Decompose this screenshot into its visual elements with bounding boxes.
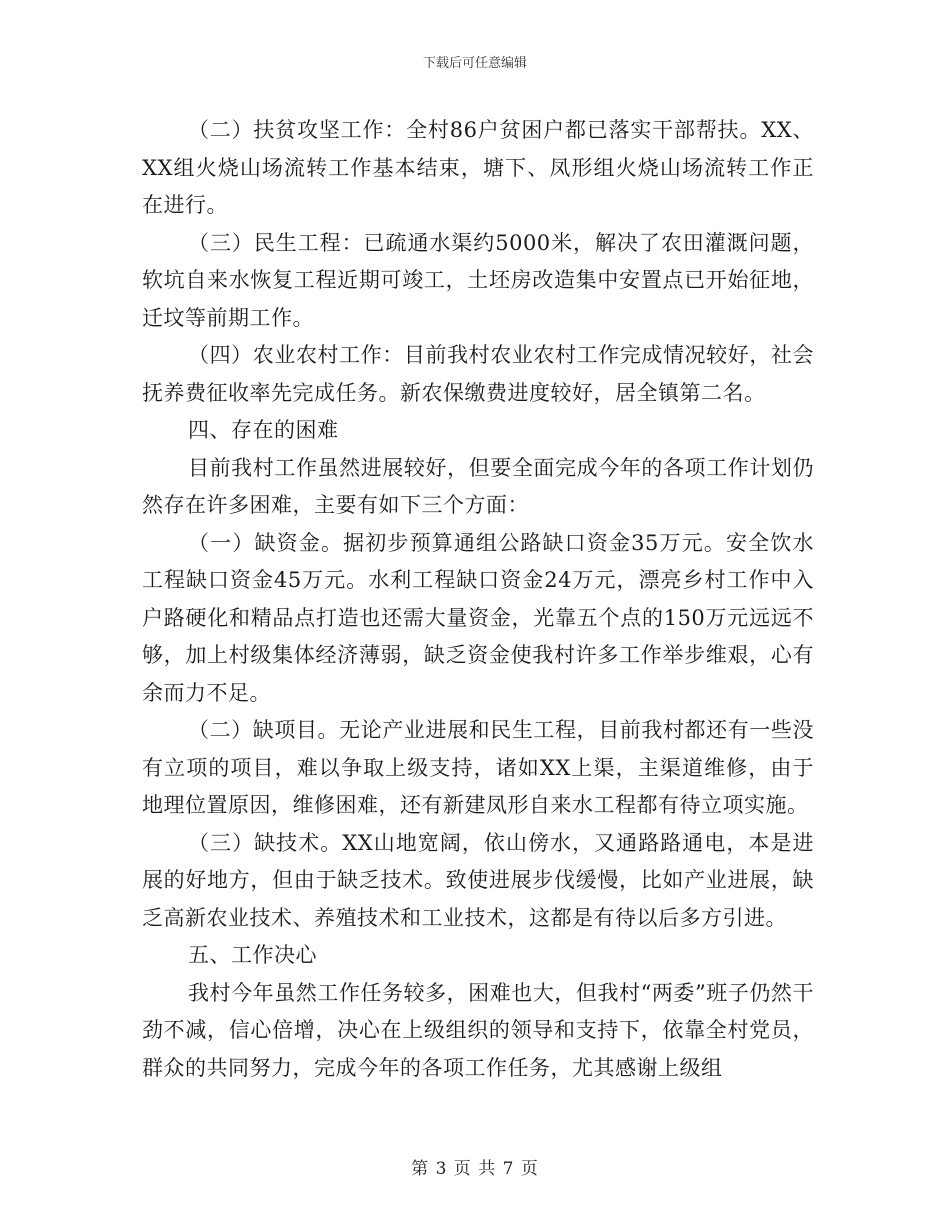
section-heading-difficulties: 四、存在的困难 <box>188 418 339 442</box>
document-body <box>142 112 814 1087</box>
paragraph-determination: 我村今年虽然工作任务较多，困难也大，但我村“两委”班子仍然干劲不减，信心倍增，决心在上级组织的领导和支持下，依靠全村党员，群众的共同努力，完成今年的各项工作任务，尤其感谢上级组 <box>142 980 814 1080</box>
paragraph-lack-of-technology: （三）缺技术。XX山地宽阔，依山傍水，又通路路通电，本是进展的好地方，但由于缺乏技术。致使进展步伐缓慢，比如产业进展，缺乏高新农业技术、养殖技术和工业技术，这都是有待以后多方引进。 <box>142 830 814 930</box>
paragraph-difficulties-intro: 目前我村工作虽然进展较好，但要全面完成今年的各项工作计划仍然存在许多困难，主要有如下三个方面： <box>142 455 814 517</box>
paragraph-lack-of-projects: （二）缺项目。无论产业进展和民生工程，目前我村都还有一些没有立项的项目，难以争取上级支持，诸如XX上渠，主渠道维修，由于地理位置原因，维修困难，还有新建凤形自来水工程都有待立项实施。 <box>142 718 814 817</box>
paragraph-livelihood-projects: （三）民生工程：已疏通水渠约5000米，解决了农田灌溉问题，软坑自来水恢复工程近期可竣工，土坯房改造集中安置点已开始征地，迁坟等前期工作。 <box>142 230 814 330</box>
paragraph-lack-of-funds: （一）缺资金。据初步预算通组公路缺口资金35万元。安全饮水工程缺口资金45万元。水利工程缺口资金24万元，漂亮乡村工作中入户路硬化和精品点打造也还需大量资金，光靠五个点的150万元远远不够，加上村级集体经济薄弱，缺乏资金使我村许多工作举步维艰，心有余而力不足。 <box>142 530 814 705</box>
paragraph-agriculture-work: （四）农业农村工作：目前我村农业农村工作完成情况较好，社会抚养费征收率先完成任务。新农保缴费进度较好，居全镇第二名。 <box>142 343 814 405</box>
page-number: 第 3 页 共 7 页 <box>411 1159 539 1179</box>
page-header: 下载后可任意编辑 <box>422 56 527 71</box>
paragraph-poverty-alleviation: （二）扶贫攻坚工作：全村86户贫困户都已落实干部帮扶。XX、XX组火烧山场流转工作基本结束，塘下、凤形组火烧山场流转工作正在进行。 <box>142 118 814 217</box>
section-heading-determination: 五、工作决心 <box>188 943 317 967</box>
